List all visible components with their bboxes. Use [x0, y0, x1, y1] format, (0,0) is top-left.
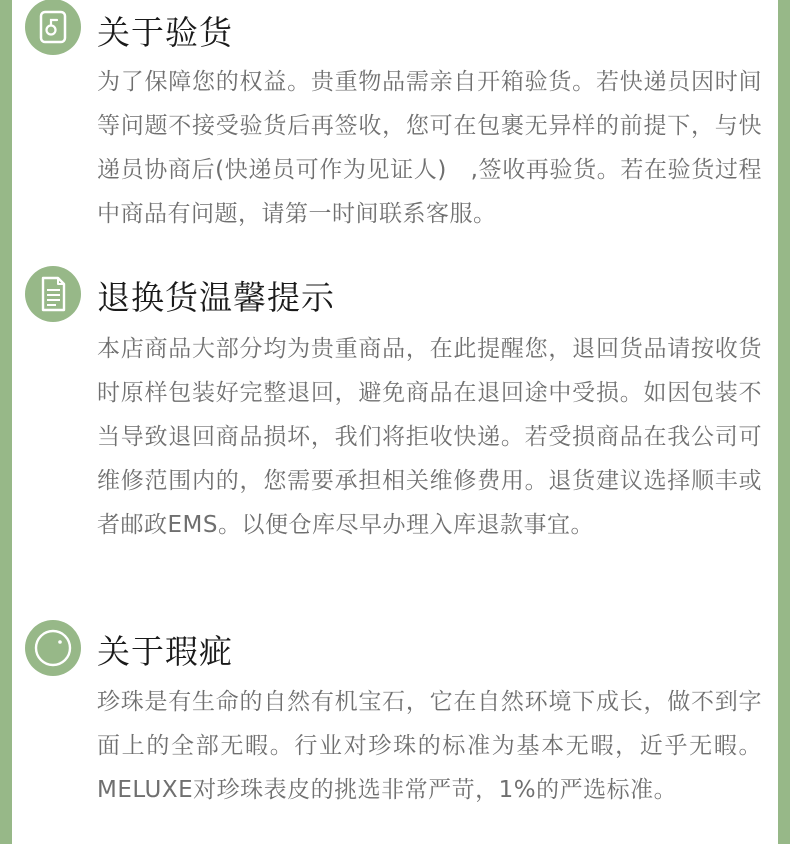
section-body-text: 珍珠是有生命的自然有机宝石，它在自然环境下成长，做不到字面上的全部无暇。行业对珍珠的标准为基本无暇，近乎无暇。MELUXE对珍珠表皮的挑选非常严苛，1%的严选标准。 [97, 689, 762, 803]
flaws-section [0, 618, 790, 803]
section-heading-row [0, 0, 790, 58]
section-title: 关于瑕疵 [97, 632, 233, 671]
left-border-bar [0, 0, 12, 844]
section-title: 关于验货 [97, 13, 233, 52]
phone-screen-icon [25, 0, 81, 55]
document-list-icon [25, 266, 81, 322]
section-heading-row [0, 264, 790, 322]
inspection-section [0, 0, 790, 227]
section-title: 退换货温馨提示 [97, 278, 335, 317]
section-body-text: 本店商品大部分均为贵重商品，在此提醒您，退回货品请按收货时原样包装好完整退回，避免商品在退回途中受损。如因包装不当导致退回商品损坏，我们将拒收快递。若受损商品在我公司可维修范围内的，您需要承担相关维修费用。退货建议选择顺丰或者邮政EMS。以便仓库尽早办理入库退款事宜。 [97, 336, 762, 538]
section-heading-row [0, 618, 790, 676]
section-body-text: 为了保障您的权益。贵重物品需亲自开箱验货。若快递员因时间等问题不接受验货后再签收，您可在包裹无异样的前提下，与快递员协商后(快递员可作为见证人) ,签收再验货。若在验货过程中商品有问题，请第一时间联系客服。 [97, 69, 762, 227]
pearl-circle-icon [25, 620, 81, 676]
right-border-bar [778, 0, 790, 844]
returns-section [0, 264, 790, 538]
